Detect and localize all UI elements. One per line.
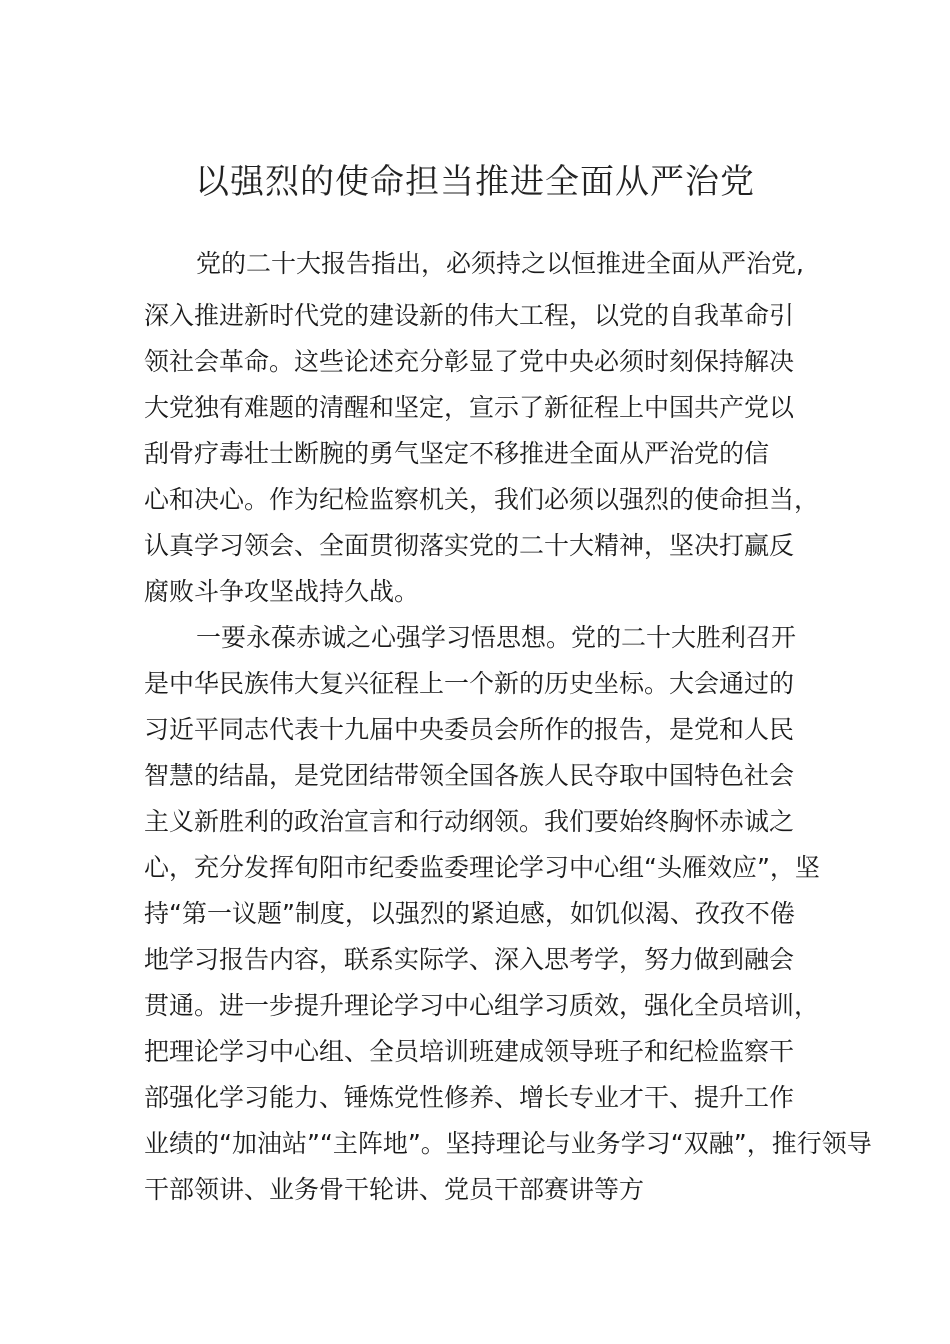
paragraph-line: 刮骨疗毒壮士断腕的勇气坚定不移推进全面从严治党的信 (144, 439, 770, 468)
paragraph-line: 地学习报告内容，联系实际学、深入思考学，努力做到融会 (144, 945, 795, 974)
paragraph-line: 干部领讲、业务骨干轮讲、党员干部赛讲等方 (144, 1175, 645, 1204)
paragraph-line: 持“第一议题”制度，以强烈的紧迫感，如饥似渴、孜孜不倦 (144, 899, 795, 928)
paragraph-line: 深入推进新时代党的建设新的伟大工程，以党的自我革命引 (144, 301, 795, 330)
paragraph-line: 心，充分发挥旬阳市纪委监委理论学习中心组“头雁效应”，坚 (144, 853, 820, 882)
paragraph-line: 习近平同志代表十九届中央委员会所作的报告，是党和人民 (144, 715, 795, 744)
paragraph-line: 心和决心。作为纪检监察机关，我们必须以强烈的使命担当， (144, 485, 820, 514)
paragraph-line: 党的二十大报告指出，必须持之以恒推进全面从严治党, (196, 249, 804, 278)
paragraph-line: 智慧的结晶，是党团结带领全国各族人民夺取中国特色社会 (144, 761, 795, 790)
paragraph-line: 一要永葆赤诚之心强学习悟思想。党的二十大胜利召开 (196, 623, 797, 652)
paragraph-line: 把理论学习中心组、全员培训班建成领导班子和纪检监察干 (144, 1037, 795, 1066)
paragraph-line: 大党独有难题的清醒和坚定，宣示了新征程上中国共产党以 (144, 393, 795, 422)
paragraph-line: 业绩的“加油站”“主阵地”。坚持理论与业务学习“双融”，推行领导 (144, 1129, 872, 1158)
paragraph-line: 是中华民族伟大复兴征程上一个新的历史坐标。大会通过的 (144, 669, 795, 698)
document-title: 以强烈的使命担当推进全面从严治党 (195, 162, 755, 202)
paragraph-line: 主义新胜利的政治宣言和行动纲领。我们要始终胸怀赤诚之 (144, 807, 795, 836)
paragraph-line: 腐败斗争攻坚战持久战。 (144, 577, 420, 606)
paragraph-line: 部强化学习能力、锤炼党性修养、增长专业才干、提升工作 (144, 1083, 795, 1112)
paragraph-line: 领社会革命。这些论述充分彰显了党中央必须时刻保持解决 (144, 347, 795, 376)
paragraph-line: 认真学习领会、全面贯彻落实党的二十大精神，坚决打赢反 (144, 531, 795, 560)
paragraph-line: 贯通。进一步提升理论学习中心组学习质效，强化全员培训， (144, 991, 820, 1020)
